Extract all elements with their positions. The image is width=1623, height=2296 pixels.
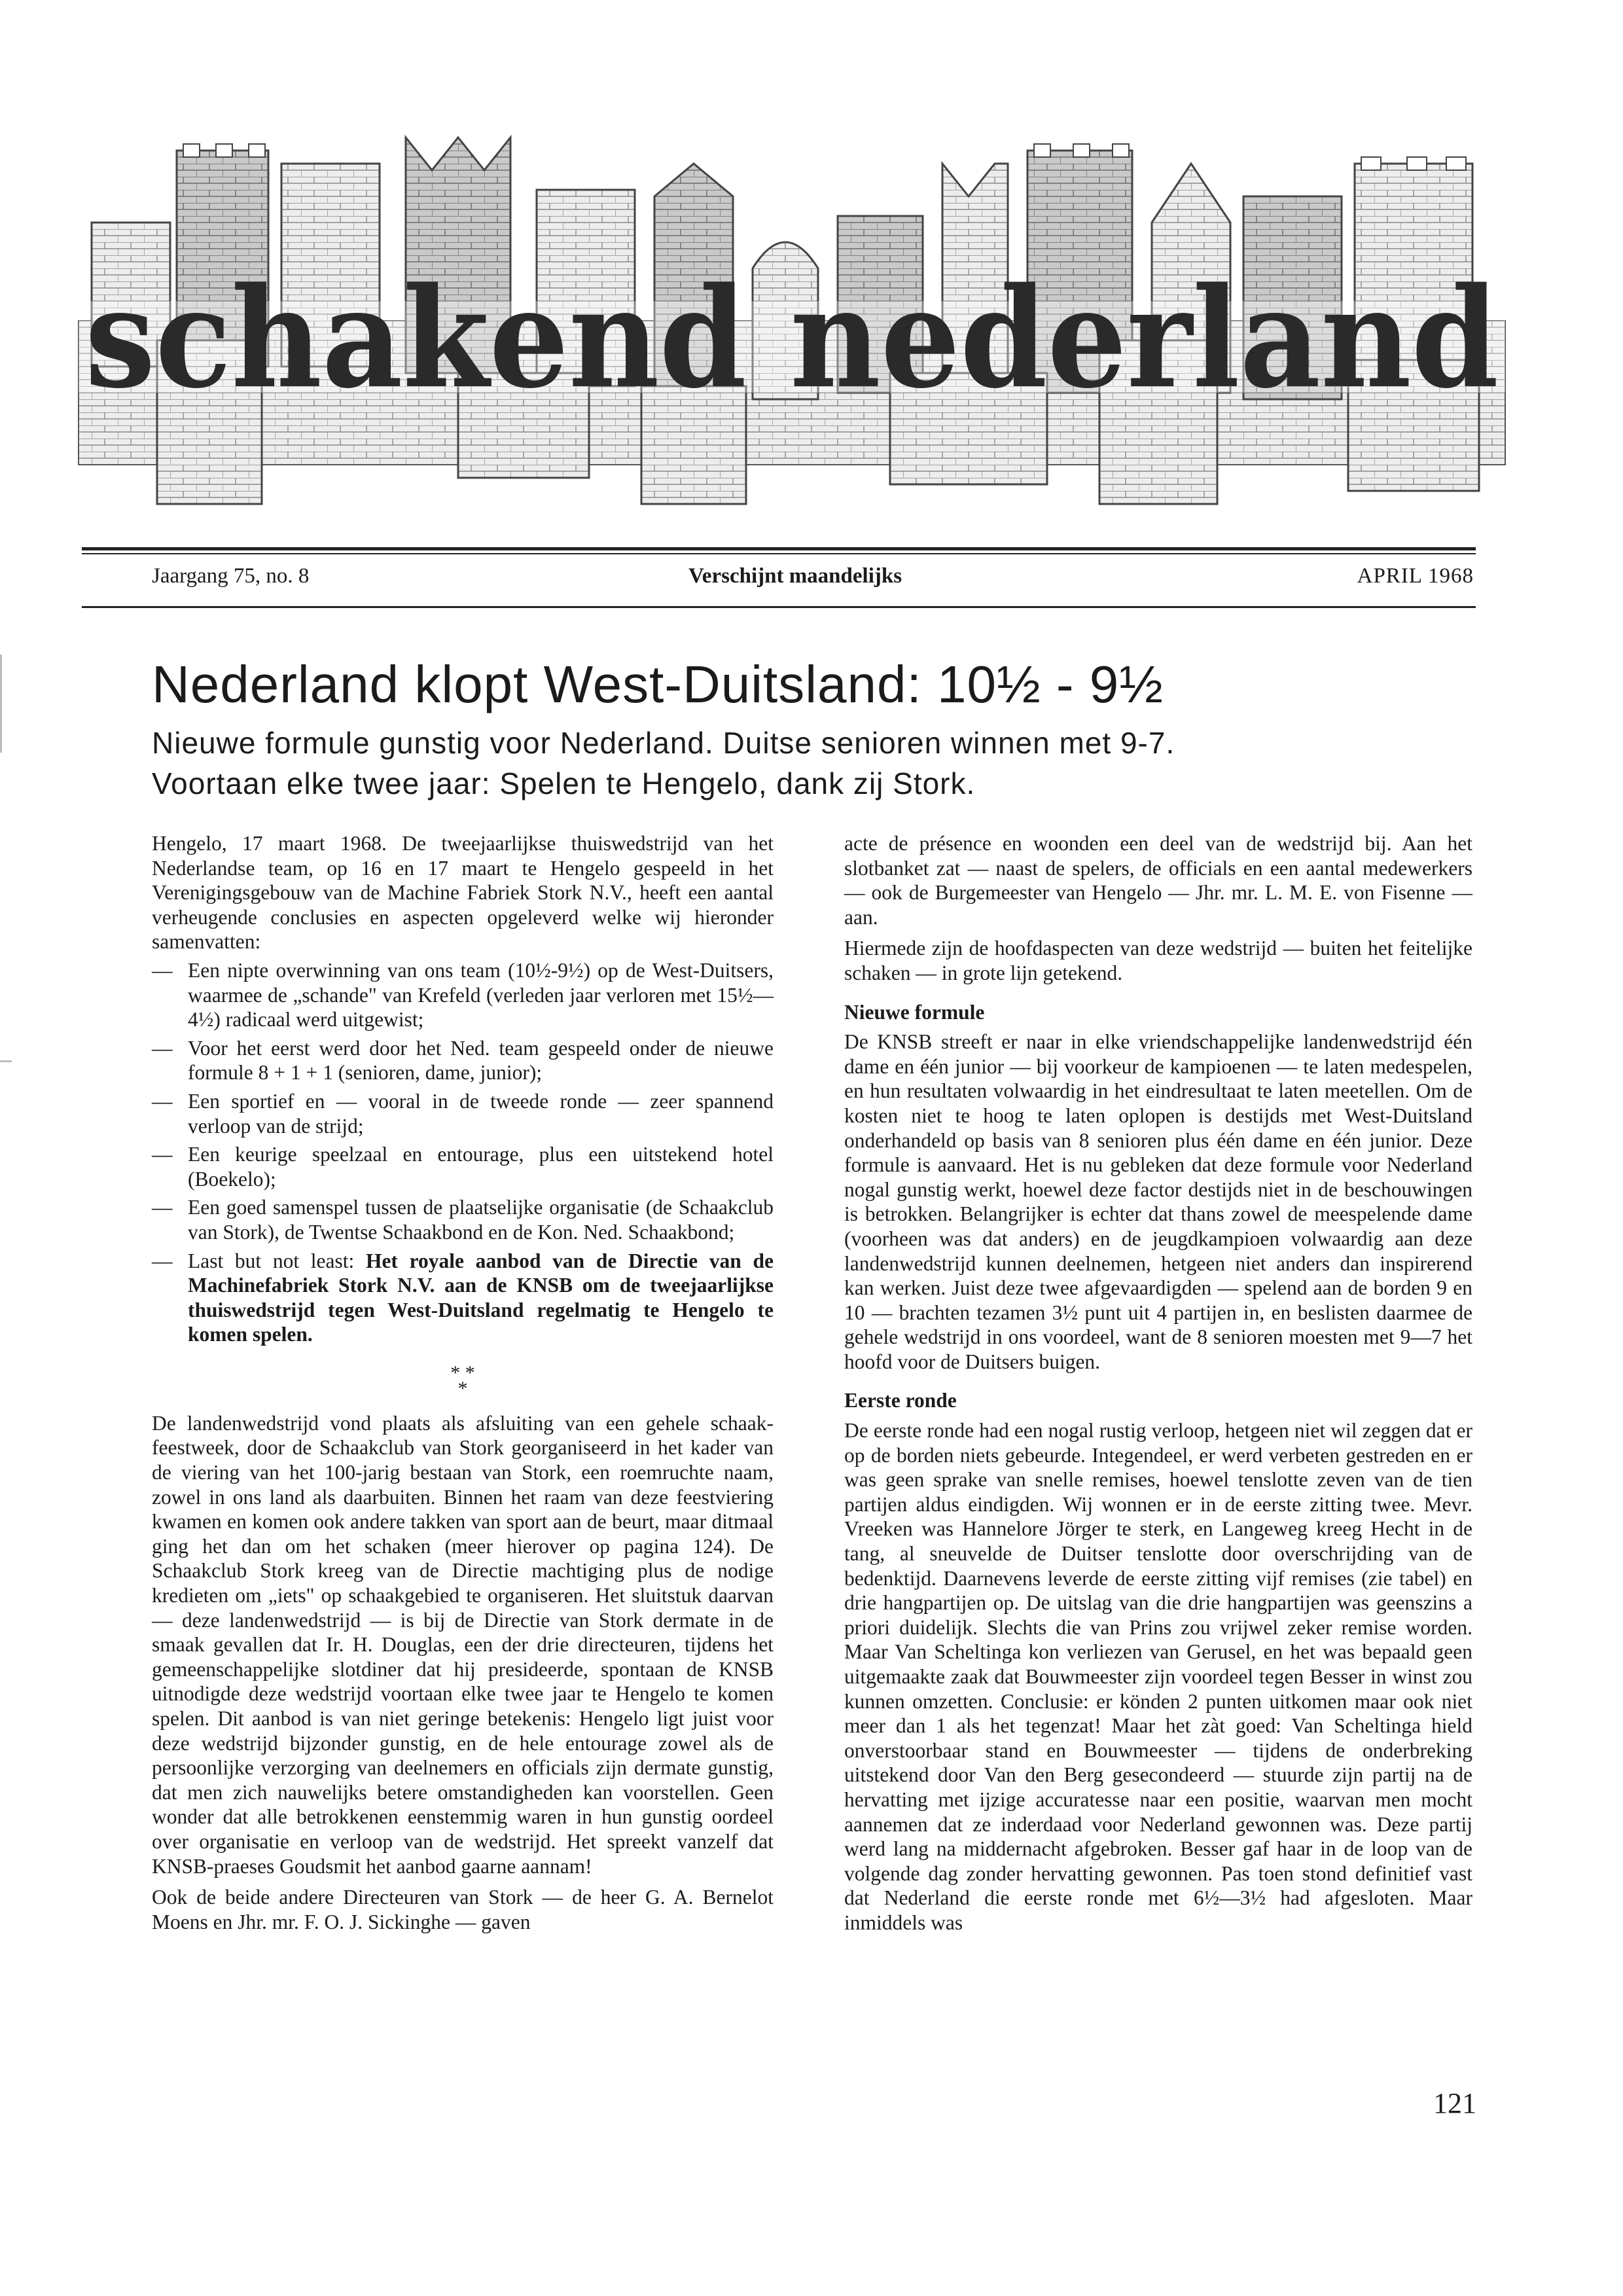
paragraph: De landenwedstrijd vond plaats als afsluiting van een gehele schaak-feestweek, door de Schaakclub van Stork georganiseerd in het kader van de viering van het 100-jarig bestaan van Stork, een roemruchte naam, zowel in ons land als daarbuiten. Binnen het raam van deze feestviering kwamen en komen ook andere takken van sport aan de beurt, maar ditmaal ging het dan om het schaken (meer hierover op pagina 124). De Schaakclub Stork kreeg van de Directie machtiging plus de nodige kredieten om „iets" op schaakgebied te organiseren. Het sluitstuk daarvan — deze landenwedstrijd — is bij de Directie van Stork dermate in de smaak gevallen dat Ir. H. Douglas, een der drie directeuren, tijdens het gemeenschappelijke slotdiner dat hij presideerde, spontaan de KNSB uitnodigde deze wedstrijd voortaan elke twee jaar te Hengelo te komen spelen. Dit aanbod is van niet geringe betekenis: Hengelo ligt juist voor deze wedstrijd bijzonder gunstig, en de hele entourage zowel als de persoonlijke verzorging van deelnemers en officials zijn dermate gunstig, dat men zich nauwelijks betere omstandigheden kan voorstellen. Geen wonder dat alle betrokkenen eenstemmig waren in hun gunstig oordeel over organisatie en verloop van de wedstrijd. Het spreekt vanzelf dat KNSB-praeses Goudsmit het aanbod gaarne aannam! (152, 1411, 774, 1878)
headline: Nederland klopt West-Duitsland: 10½ - 9½ (152, 655, 1164, 713)
paragraph: Ook de beide andere Directeuren van Stork — de heer G. A. Bernelot Moens en Jhr. mr. F. O. J. Sickinghe — gaven (152, 1886, 774, 1933)
list-item: — Een keurige speelzaal en entourage, plus een uitstekend hotel (Boekelo); (152, 1142, 774, 1191)
issue-frequency: Verschijnt maandelijks (688, 564, 902, 588)
scan-edge-mark (0, 1060, 12, 1062)
intro-paragraph: Hengelo, 17 maart 1968. De tweejaarlijkse thuiswedstrijd van het Nederlandse team, op 16 en 17 maart te Hengelo gespeeld in het Verenigingsgebouw van de Machine Fabriek Stork N.V., heeft een aantal verheugende conclusies en aspecten opgeleverd welke wij hieronder samenvatten: (152, 832, 774, 954)
header-rule-thick (82, 547, 1476, 550)
scan-edge-mark (0, 655, 2, 753)
paragraph: Hiermede zijn de hoofdaspecten van deze wedstrijd — buiten het feitelijke schaken — in grote lijn getekend. (844, 937, 1472, 984)
masthead-title: schakend nederland (85, 257, 1499, 419)
subheadline-1: Nieuwe formule gunstig voor Nederland. Duitse senioren winnen met 9-7. (152, 726, 1175, 760)
paragraph: De KNSB streeft er naar in elke vriendschappelijke landenwedstrijd één dame en één junior — bij voorkeur de kampioenen — te laten medespelen, en hun resultaten volwaardig in het eindresultaat te laten meetellen. Om de kosten niet te hoog te laten oplopen is destijds met West-Duitsland onderhandeld op basis van 8 senioren plus één dame en één junior. Deze formule is aanvaard. Het is nu gebleken dat deze formule voor Nederland nogal gunstig werkt, hoewel deze factor destijds niet in de beschouwingen is betrokken. Belangrijker is echter dat thans zowel de meespelende dame (voorheen was dat anders) en de jeugdkampioen volwaardig aan deze landenwedstrijd kunnen deelnemen, hetgeen niet anders dan inspirerend kan werken. Juist deze twee afgevaardigden — spelend aan de borden 9 en 10 — brachten tezamen 3½ punt uit 4 partijen in, en beslisten daarmee de gehele wedstrijd in ons voordeel, want de 8 senioren moesten met 9—7 het hoofd voor de Duitsers buigen. (844, 1030, 1472, 1373)
list-item (152, 1249, 774, 1347)
right-column (844, 831, 1472, 1935)
issue-volume: Jaargang 75, no. 8 (152, 564, 310, 588)
paragraph: De eerste ronde had een nogal rustig verloop, hetgeen niet wil zeggen dat er op de borden niets gebeurde. Integendeel, er werd verbeten gestreden en er was geen sprake van snelle remises, hoewel tenslotte zeven van de tien partijen aldus eindigden. Wij wonnen er in de eerste zitting twee. Mevr. Vreeken was Hannelore Jörger te sterk, en Langeweg kreeg Hecht in de tang, al sneuvelde de Duitser tenslotte door overschrijding van de bedenktijd. Daarnevens leverde de eerste zitting vijf remises (zie tabel) en drie hangpartijen op. De uitslag van die drie hangpartijen was geenszins a priori duidelijk. Slechts die van Prins zou vrijwel zeker remise worden. Maar Van Scheltinga kon verliezen van Gerusel, en het was bepaald geen uitgemaakte zaak dat Bouwmeester zijn voordeel tegen Besser in winst zou kunnen omzetten. Conclusie: er könden 2 punten uitkomen maar ook niet meer dan 1 als het tegenzat! Maar het zàt goed: Van Scheltinga hield onverstoorbaar stand en Bouwmeester — tijdens de onderbreking uitstekend door Van den Berg gesecondeerd — stuurde zijn partij na de hervatting met ijzige accuratesse naar een positie, waarvan men mocht aannemen dat ze inderdaad voor Nederland gewonnen was. Deze partij werd lang na middernacht afgebroken. Besser gaf haar in de loop van de volgende dag zonder hervatting gewonnen. Pas toen stond definitief vast dat Nederland die eerste ronde met 6½—3½ had afgesloten. Maar inmiddels was (844, 1419, 1472, 1934)
section-title-eerste-ronde: Eerste ronde (844, 1389, 957, 1412)
masthead-logo (65, 124, 1518, 530)
header-rule-thin (82, 553, 1476, 554)
asterism: * * * (450, 1361, 475, 1399)
list-item: — Een goed samenspel tussen de plaatselijke organisatie (de Schaakclub van Stork), de Twentse Schaakbond en de Kon. Ned. Schaakbond; (152, 1195, 774, 1244)
last-bullet-lead: Last but not least: (188, 1249, 355, 1272)
issue-line (152, 564, 1474, 597)
issue-line-rule (82, 606, 1476, 608)
issue-date: APRIL 1968 (1357, 564, 1474, 588)
last-bullet-bold: Het royale aanbod van de Directie van de Machinefabriek Stork N.V. aan de KNSB om de tweejaarlijkse thuiswedstrijd tegen West-Duitsland regelmatig te Hengelo te komen spelen. (188, 1249, 774, 1346)
list-item: — Een nipte overwinning van ons team (10½-9½) op de West-Duitsers, waarmee de „schande" van Krefeld (verleden jaar verloren met 15½—4½) radicaal werd uitgewist; (152, 958, 774, 1032)
paragraph: acte de présence en woonden een deel van de wedstrijd bij. Aan het slotbanket zat — naast de spelers, de officials en een aantal medewerkers — ook de Burgemeester van Hengelo — Jhr. mr. L. M. E. von Fisenne — aan. (844, 832, 1472, 929)
subheadline-2: Voortaan elke twee jaar: Spelen te Hengelo, dank zij Stork. (152, 766, 976, 800)
section-title-nieuwe-formule: Nieuwe formule (844, 1000, 985, 1024)
page-number: 121 (1433, 2087, 1476, 2119)
list-item: — Voor het eerst werd door het Ned. team gespeeld onder de nieuwe formule 8 + 1 + 1 (senioren, dame, junior); (152, 1036, 774, 1085)
list-item: — Een sportief en — vooral in de tweede ronde — zeer spannend verloop van de strijd; (152, 1089, 774, 1138)
left-column (152, 831, 774, 1934)
conclusions-list (152, 958, 774, 1347)
